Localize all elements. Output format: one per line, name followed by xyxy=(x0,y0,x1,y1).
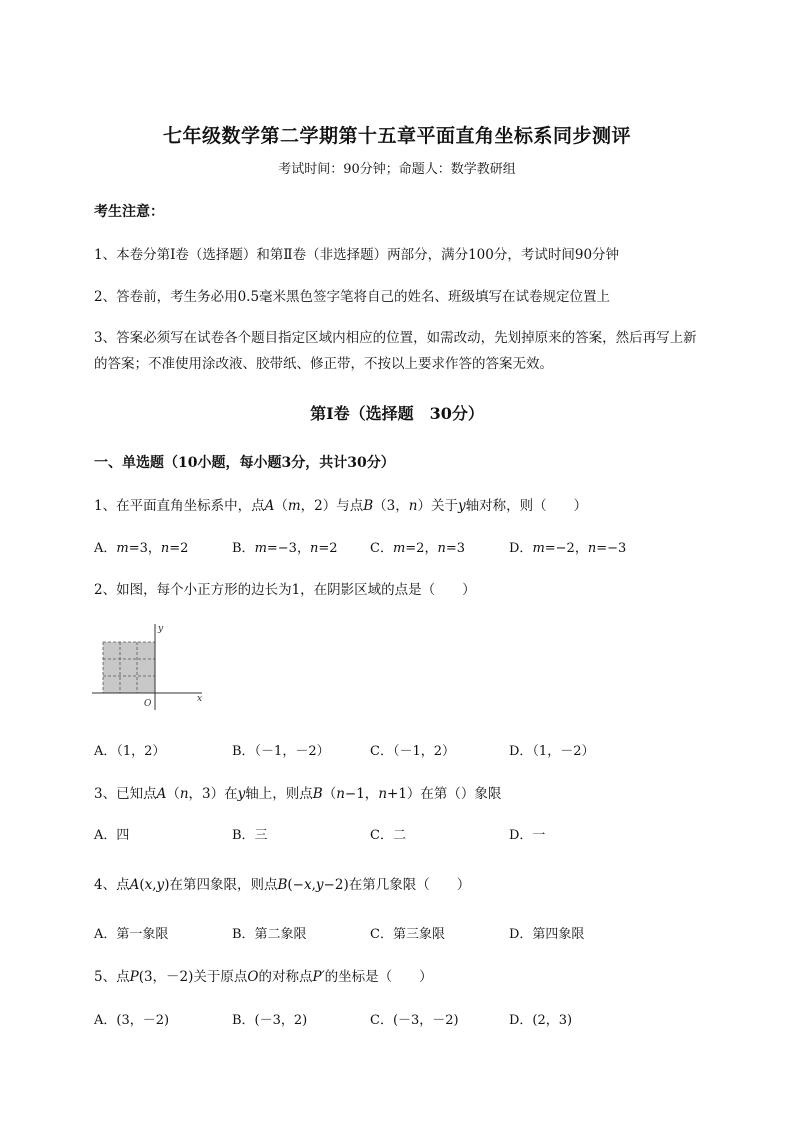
question-1-option-c[interactable]: C．m=2，n=3 xyxy=(370,541,465,556)
question-5-option-c[interactable]: C．(－3，－2) xyxy=(370,1013,459,1028)
question-1-stem: 1、在平面直角坐标系中，点A（m，2）与点B（3，n）关于y轴对称，则（ ） xyxy=(94,498,588,514)
question-3-option-c[interactable]: C．二 xyxy=(370,828,406,843)
question-1-option-a[interactable]: A．m=3，n=2 xyxy=(94,541,189,556)
question-5-option-a[interactable]: A．(3，－2) xyxy=(94,1013,170,1028)
question-5-option-d[interactable]: D．(2，3) xyxy=(509,1013,573,1028)
page-title: 七年级数学第二学期第十五章平面直角坐标系同步测评 xyxy=(162,125,631,147)
y-axis-label: y xyxy=(158,624,164,634)
section-title: 第I卷（选择题 30分） xyxy=(310,404,484,423)
question-3-stem: 3、已知点A（n，3）在y轴上，则点B（n−1，n+1）在第（）象限 xyxy=(94,786,502,802)
question-3-option-a[interactable]: A．四 xyxy=(94,828,130,843)
question-5-stem: 5、点P(3，－2)关于原点O的对称点P′的坐标是（ ） xyxy=(94,969,433,985)
origin-label: O xyxy=(144,699,152,709)
question-4-option-d[interactable]: D．第四象限 xyxy=(509,927,585,942)
coordinate-grid-figure xyxy=(92,620,212,712)
exam-subtitle: 考试时间：90分钟；命题人：数学教研组 xyxy=(278,162,516,177)
part-heading: 一、单选题（10小题，每小题3分，共计30分） xyxy=(94,455,395,471)
notice-item-2: 2、答卷前，考生务必用0.5毫米黑色签字笔将自己的姓名、班级填写在试卷规定位置上 xyxy=(94,289,611,305)
notice-item-3-continued: 的答案；不准使用涂改液、胶带纸、修正带，不按以上要求作答的答案无效。 xyxy=(94,356,553,372)
question-4-option-a[interactable]: A．第一象限 xyxy=(94,927,169,942)
question-2-option-b[interactable]: B．（－1，－2） xyxy=(232,744,330,759)
notice-item-3: 3、答案必须写在试卷各个题目指定区域内相应的位置，如需改动，先划掉原来的答案，然后再写上新 xyxy=(94,330,697,346)
question-3-option-d[interactable]: D．一 xyxy=(509,828,546,843)
question-2-stem: 2、如图，每个小正方形的边长为1，在阴影区域的点是（ ） xyxy=(94,582,476,598)
question-4-option-b[interactable]: B．第二象限 xyxy=(232,927,307,942)
notice-heading: 考生注意： xyxy=(94,204,164,220)
question-4-stem: 4、点A(x,y)在第四象限，则点B(−x,y−2)在第几象限（ ） xyxy=(94,877,471,893)
question-2-option-a[interactable]: A．（1，2） xyxy=(94,744,166,759)
notice-item-1: 1、本卷分第I卷（选择题）和第Ⅱ卷（非选择题）两部分，满分100分，考试时间90分钟 xyxy=(94,247,620,263)
question-4-option-c[interactable]: C．第三象限 xyxy=(370,927,445,942)
question-5-option-b[interactable]: B．(－3，2) xyxy=(232,1013,308,1028)
x-axis-label: x xyxy=(197,694,203,704)
question-1-option-d[interactable]: D．m=−2，n=−3 xyxy=(509,541,627,556)
question-2-option-c[interactable]: C．（－1，2） xyxy=(370,744,455,759)
question-2-option-d[interactable]: D．（1，－2） xyxy=(509,744,595,759)
question-3-option-b[interactable]: B．三 xyxy=(232,828,268,843)
shaded-region xyxy=(103,642,155,693)
question-1-option-b[interactable]: B．m=−3，n=2 xyxy=(232,541,338,556)
